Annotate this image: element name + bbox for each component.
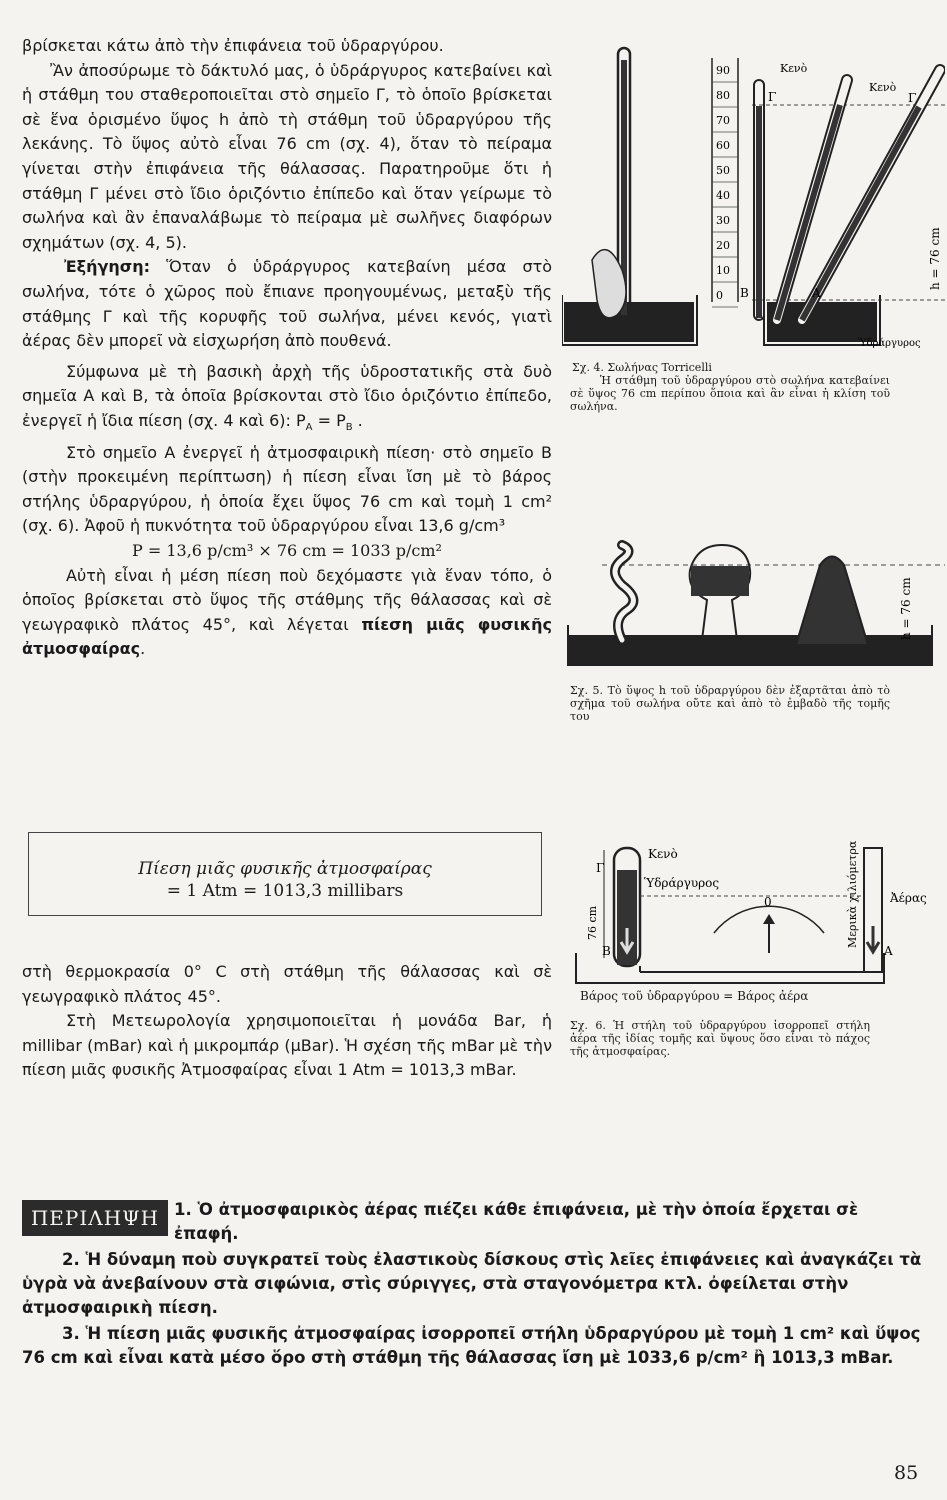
fig6-label-mercury: Ὑδράργυρος <box>644 876 720 890</box>
scale-label: 70 <box>716 114 730 127</box>
scale-label: 30 <box>716 214 730 227</box>
definition-line-1: Πίεση μιᾶς φυσικῆς ἀτμοσφαίρας <box>138 859 432 879</box>
figure-4-caption <box>570 361 890 413</box>
explanation-label: Ἐξήγηση: <box>64 257 151 277</box>
summary-item-1: 1. Ὁ ἀτμοσφαιρικὸς ἀέρας πιέζει κάθε ἐπιφάνεια, μὲ τὴν ὁποία ἔρχεται σὲ ἐπαφή. <box>174 1200 859 1243</box>
scale-label: 20 <box>716 239 730 252</box>
summary <box>22 1198 922 1370</box>
label-vacuum: Κενὸ <box>780 62 808 75</box>
summary-item-3: 3. Ἡ πίεση μιᾶς φυσικῆς ἀτμοσφαίρας ἰσορροπεῖ στήλη ὑδραργύρου μὲ τομὴ 1 cm² καὶ ὕψος 76 cm καὶ εἶναι κατὰ μέσο ὅρο στὴ στάθμη τῆς θάλασσας ἴση μὲ 1033,6 p/cm² ἢ 1013,3 mBar. <box>22 1324 921 1367</box>
figure-5-caption <box>570 684 890 723</box>
paragraph-8: Στὴ Μετεωρολογία χρησιμοποιεῖται ἡ μονάδα Bar, ἡ millibar (mBar) καὶ ἡ μικρομπάρ (μBar). Ἡ σχέση τῆς mBar μὲ τὴν πίεση μιᾶς φυσικῆς Ἀτμοσφαίρας εἶναι 1 Atm = 1013,3 mBar. <box>22 1011 552 1080</box>
label-vacuum-2: Κενὸ <box>869 81 897 94</box>
definition-line-2: = 1 Atm = 1013,3 millibars <box>166 881 404 901</box>
label-gamma-2: Γ <box>908 91 917 105</box>
fig6-label-vacuum: Κενὸ <box>648 847 678 861</box>
definition-box <box>28 832 542 916</box>
paragraph-1: βρίσκεται κάτω ἀπὸ τὴν ἐπιφάνεια τοῦ ὑδραργύρου. <box>22 36 444 55</box>
figure-6-caption <box>570 1019 870 1058</box>
summary-item-2: 2. Ἡ δύναμη ποὺ συγκρατεῖ τοὺς ἐλαστικοὺς δίσκους στὶς λεῖες ἐπιφάνειες καὶ ἀναγκάζει τὰ ὑγρὰ νὰ ἀνεβαίνουν στὰ σιφώνια, στὶς σύριγγες, στὰ σταγονόμετρα κτλ. ὀφείλεται στὴν ἀτμοσφαιρικὴ πίεση. <box>22 1250 922 1317</box>
scale-label: 80 <box>716 89 730 102</box>
scale <box>712 58 738 307</box>
figure-6-balance <box>574 838 944 988</box>
label-h: h = 76 cm <box>928 227 942 290</box>
fig6-label-zero: 0 <box>764 895 772 909</box>
scale-label: 0 <box>716 289 723 302</box>
fig6-label-a: A <box>884 944 893 958</box>
label-gamma: Γ <box>768 90 777 104</box>
figure-4-torricelli <box>562 40 945 360</box>
figure-4-caption-title: Σχ. 4. Σωλήνας Torricelli <box>572 361 712 374</box>
figure-6-caption-title: Σχ. 6. <box>570 1019 606 1032</box>
fig6-label-partial: Μερικὰ χιλιόμετρα <box>846 840 859 948</box>
tube-inclined-1 <box>777 80 847 320</box>
standard-atmosphere-term: πίεση μιᾶς φυσικῆς ἀτμοσφαίρας <box>22 614 552 659</box>
fig5-label-h: h = 76 cm <box>899 577 913 640</box>
figure-6-balance-text: Βάρος τοῦ ὑδραργύρου = Βάρος ἀέρα <box>580 989 809 1003</box>
label-b: B <box>740 286 749 300</box>
figure-5-tubes <box>562 540 945 675</box>
figure-6-caption-body: Ἡ στήλη τοῦ ὑδραργύρου ἰσορροπεῖ στήλη ἀέρα τῆς ἰδίας τομῆς καὶ ὕψους ὅσο εἶναι τὸ πάχος τῆς ἀτμοσφαίρας. <box>570 1019 870 1058</box>
paragraph-2: Ἂν ἀποσύρωμε τὸ δάκτυλό μας, ὁ ὑδράργυρος κατεβαίνει καὶ ἡ στάθμη του σταθεροποιεῖται στὸ σημεῖο Γ, τὸ ὁποῖο βρίσκεται σὲ ἕνα ὁρισμένο ὕψος h ἀπὸ τὴ στάθμη τοῦ ὑδραργύρου τῆς λεκάνης. Τὸ ὕψος αὐτὸ εἶναι 76 cm (σχ. 4), ὅταν τὸ πείραμα γίνεται στὴν ἐπιφάνεια τῆς θάλασσας. Παρατηροῦμε ὅτι ἡ στάθμη Γ μένει στὸ ἴδιο ὁριζόντιο ἐπίπεδο καὶ ὅταν γείρωμε τὸ σωλήνα καὶ ἂν ἐπαναλάβωμε τὸ πείραμα μὲ σωλῆνες διαφόρων σχημάτων (σχ. 4, 5). <box>22 60 552 252</box>
scale-label: 90 <box>716 64 730 77</box>
scale-label: 50 <box>716 164 730 177</box>
main-text-bottom <box>22 960 552 1083</box>
paragraph-5: Στὸ σημεῖο Α ἐνεργεῖ ἡ ἀτμοσφαιρικὴ πίεση· στὸ σημεῖο Β (στὴν προκειμένη περίπτωση) ἡ πίεση εἶναι ἴση μὲ τὸ βάρος στήλης ὑδραργύρου, ἡ ὁποία ἔχει ὕψος 76 cm καὶ τομὴ 1 cm² (σχ. 6). Ἀφοῦ ἡ πυκνότητα τοῦ ὑδραργύρου εἶναι 13,6 g/cm³ <box>22 442 552 536</box>
main-text-top <box>22 34 552 662</box>
figure-5-caption-body: Τὸ ὕψος h τοῦ ὑδραργύρου δὲν ἐξαρτᾶται ἀπὸ τὸ σχῆμα τοῦ σωλήνα οὔτε καὶ ἀπὸ τὸ ἐμβαδὸ τῆς τομῆς του <box>570 684 890 723</box>
summary-label: ΠΕΡΙΛΗΨΗ <box>22 1200 168 1236</box>
fig6-label-76: 76 cm <box>586 905 599 940</box>
scale-label: 10 <box>716 264 730 277</box>
pressure-formula: P = 13,6 p/cm³ × 76 cm = 1033 p/cm² <box>132 541 442 561</box>
paragraph-6: Αὐτὴ εἶναι ἡ μέση πίεση ποὺ δεχόμαστε γιὰ ἕναν τόπο, ὁ ὁποῖος βρίσκεται στὸ ὕψος τῆς στάθμης τῆς θάλασσας καὶ σὲ γεωγραφικὸ πλάτος 45°, καὶ λέγεται πίεση μιᾶς φυσικῆς ἀτμοσφαίρας. <box>22 565 552 659</box>
fig6-label-air: Ἀέρας <box>890 891 927 905</box>
figure-5-caption-title: Σχ. 5. <box>570 684 604 697</box>
tube-cone <box>796 557 868 646</box>
paragraph-7: στὴ θερμοκρασία 0° C στὴ στάθμη τῆς θάλασσας καὶ σὲ γεωγραφικὸ πλάτος 45°. <box>22 962 552 1006</box>
scale-label: 60 <box>716 139 730 152</box>
tube-inclined-2 <box>802 70 940 320</box>
figure-4-caption-body: Ἡ στάθμη τοῦ ὑδραργύρου στὸ σωλήνα κατεβαίνει σὲ ὕψος 76 cm περίπου ὅποια καὶ ἂν εἶναι ἡ κλίση τοῦ σωλήνα. <box>570 374 890 413</box>
explanation-text: Ὅταν ὁ ὑδράργυρος κατεβαίνη μέσα στὸ σωλήνα, τότε ὁ χῶρος ποὺ ἔπιανε προηγουμένως, μεταξὺ τῆς στάθμης Γ καὶ τῆς κορυφῆς τοῦ σωλήνα, μένει κενός, γιατὶ ἀέρας δὲν μπορεῖ νὰ εἰσχωρήση ἀπὸ πουθενά. <box>22 257 552 351</box>
paragraph-3 <box>22 255 552 353</box>
fig6-label-gamma: Γ <box>596 861 605 875</box>
label-mercury: Ὑδράργυρος <box>858 338 921 349</box>
page-number: 85 <box>894 1462 919 1484</box>
paragraph-4: Σύμφωνα μὲ τὴ βασικὴ ἀρχὴ τῆς ὑδροστατικῆς στὰ δυὸ σημεῖα Α καὶ Β, τὰ ὁποῖα βρίσκονται στὸ ἴδιο ὁριζόντιο ἐπίπεδο, ἐνεργεῖ ἡ ἴδια πίεση (σχ. 4 καὶ 6): $P_A = P_B$ . <box>22 361 552 434</box>
scale-label: 40 <box>716 189 730 202</box>
label-a: A <box>812 286 821 300</box>
fig6-label-b: B <box>602 944 611 958</box>
